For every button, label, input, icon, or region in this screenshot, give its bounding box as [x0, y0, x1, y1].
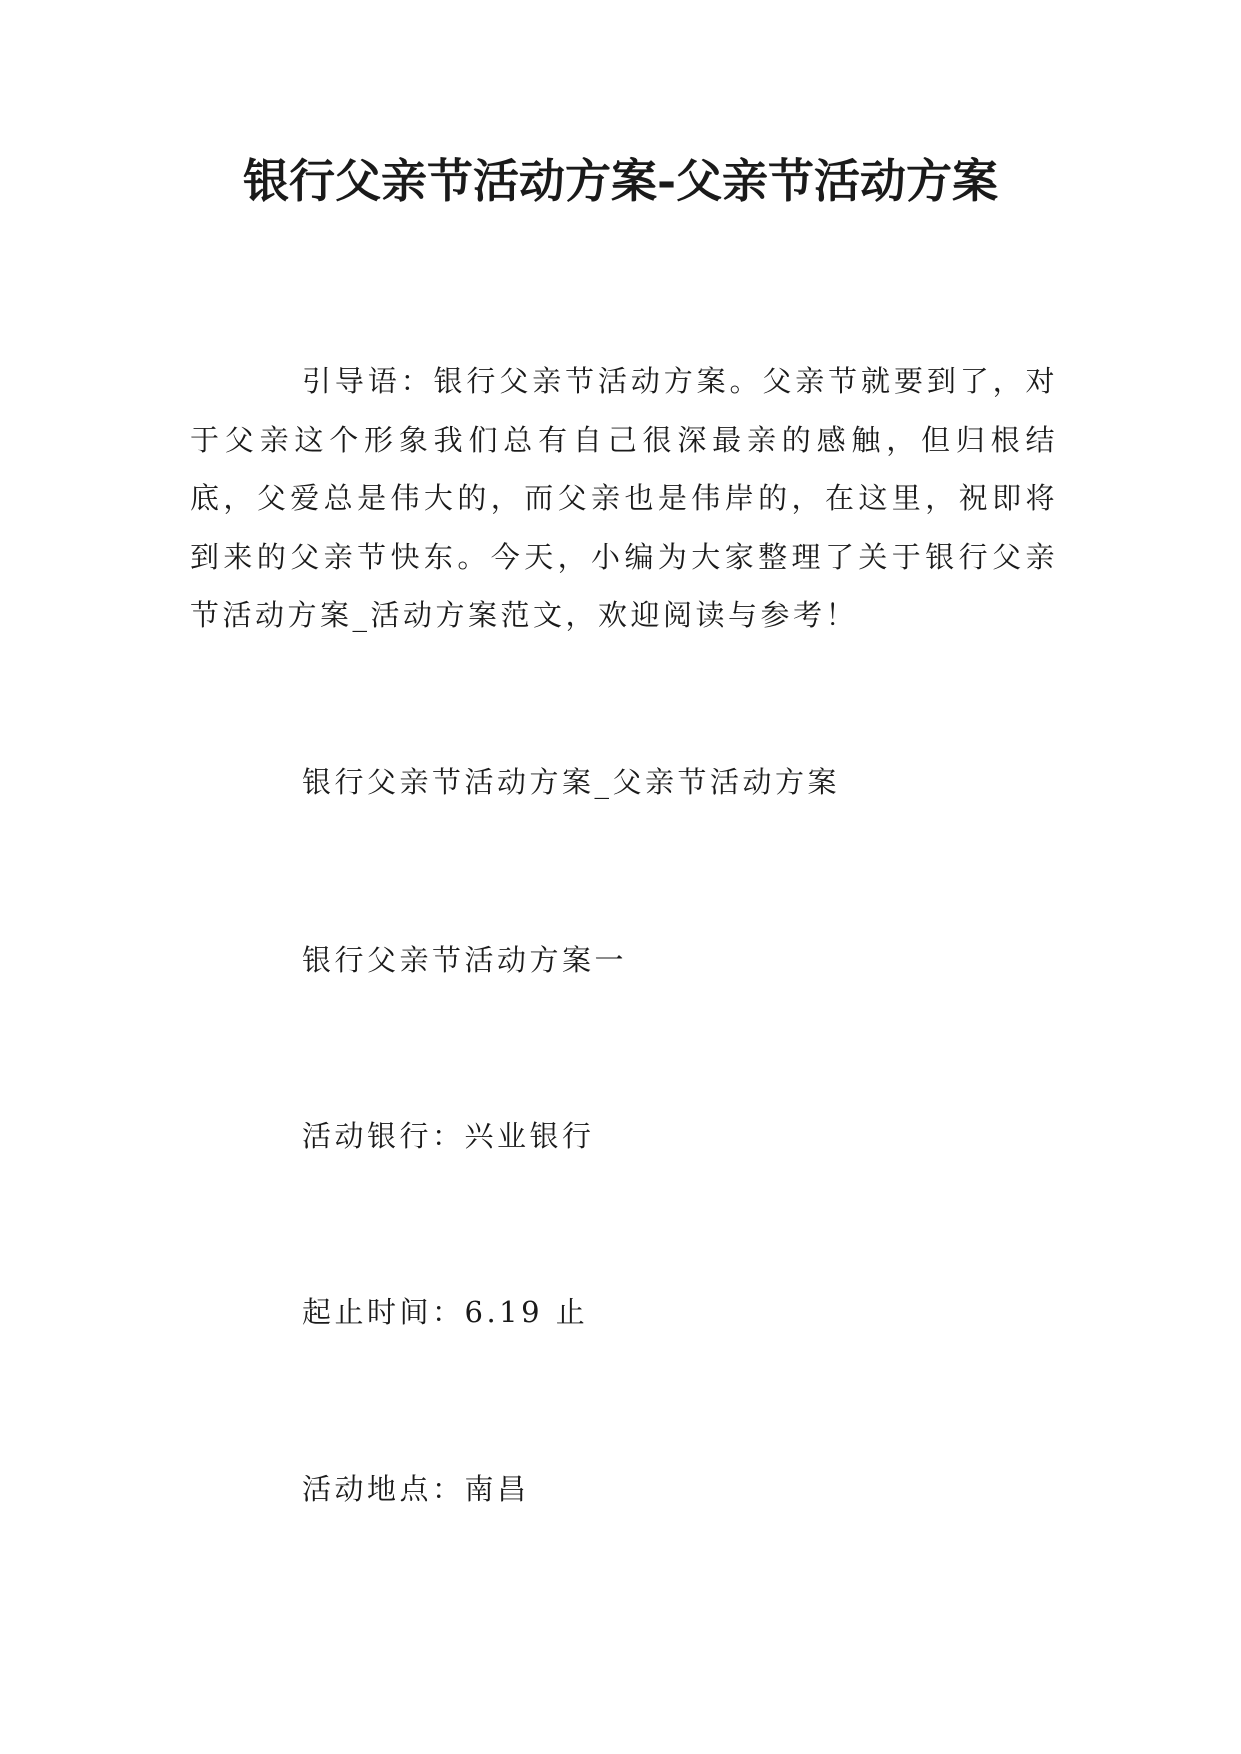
time-range-line: 起止时间：6.19 止 — [302, 1295, 589, 1329]
location-line: 活动地点：南昌 — [302, 1472, 530, 1506]
plan-subheading: 银行父亲节活动方案一 — [302, 943, 628, 977]
activity-bank-line: 活动银行：兴业银行 — [302, 1119, 595, 1153]
intro-paragraph: 引导语：银行父亲节活动方案。父亲节就要到了，对于父亲这个形象我们总有自己很深最亲的感触，但归根结底，父爱总是伟大的，而父亲也是伟岸的，在这里，祝即将到来的父亲节快东。今天，小编为大家整理了关于银行父亲节活动方案_活动方案范文，欢迎阅读与参考！ — [190, 364, 1058, 632]
section-heading: 银行父亲节活动方案_父亲节活动方案 — [302, 765, 841, 799]
document-title: 银行父亲节活动方案-父亲节活动方案 — [242, 154, 999, 208]
